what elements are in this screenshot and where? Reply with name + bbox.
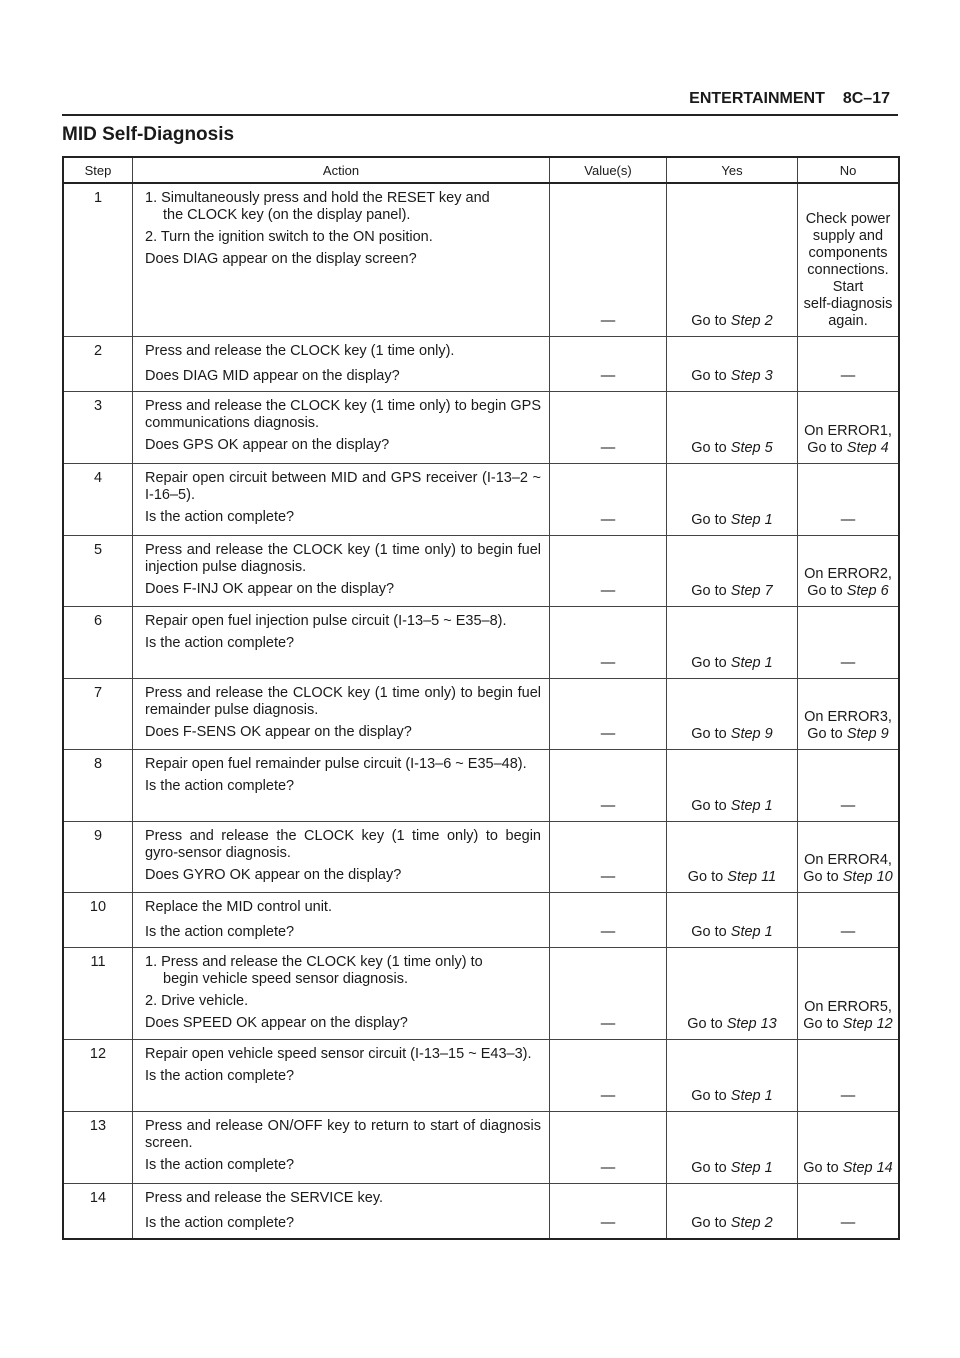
action-cell: Press and release the CLOCK key (1 time only) to begin GPS communications diagnosis. Does GPS OK appear on the display? — [133, 391, 550, 463]
action-cell: Press and release the CLOCK key (1 time only) to begin gyro-sensor diagnosis. Does GYRO OK appear on the display? — [133, 821, 550, 892]
column-header-step: Step — [63, 157, 133, 183]
action-question: Does DIAG MID appear on the display? — [145, 367, 400, 384]
action-cell: Replace the MID control unit. Is the action complete? — [133, 892, 550, 947]
yes-cell: Go to Step 9 — [667, 678, 798, 749]
step-link[interactable]: Step 4 — [846, 439, 889, 456]
table-row — [63, 391, 899, 463]
value-cell: — — [550, 821, 667, 892]
action-cell: Press and release the CLOCK key (1 time only) to begin fuel injection pulse diagnosis. Does F-INJ OK appear on the display? — [133, 535, 550, 606]
page-header — [62, 90, 898, 116]
step-link[interactable]: Step 5 — [730, 439, 773, 456]
column-header-action: Action — [133, 157, 550, 183]
step-link[interactable]: Step 9 — [730, 725, 773, 742]
yes-cell: Go to Step 11 — [667, 821, 798, 892]
yes-cell: Go to Step 7 — [667, 535, 798, 606]
table-row — [63, 892, 899, 947]
no-cell: — — [798, 336, 900, 391]
column-header-yes: Yes — [667, 157, 798, 183]
no-cell: Check power supply and components connections. Start self-diagnosis again. — [798, 183, 900, 336]
action-item-continued: the CLOCK key (on the display panel). — [163, 207, 411, 223]
step-number: 1 — [93, 190, 103, 206]
step-number: 13 — [63, 1111, 133, 1183]
yes-cell: Go to Step 1 — [667, 606, 798, 678]
step-number: 5 — [63, 535, 133, 606]
action-cell: Press and release ON/OFF key to return to start of diagnosis screen. Is the action complete? — [133, 1111, 550, 1183]
table-row — [63, 336, 899, 391]
step-number: 4 — [63, 463, 133, 535]
action-cell: Press and release the CLOCK key (1 time only). Does DIAG MID appear on the display? — [133, 336, 550, 391]
step-link[interactable]: Step 10 — [842, 868, 893, 885]
value-cell: — — [550, 749, 667, 821]
header-right — [671, 90, 890, 108]
section-name: ENTERTAINMENT — [689, 90, 825, 107]
step-link[interactable]: Step 2 — [730, 1214, 773, 1231]
value-cell: — — [550, 1183, 667, 1239]
no-cell: On ERROR5, Go to Step 12 — [798, 947, 900, 1039]
step-number: 2 — [63, 336, 133, 391]
action-cell: Press and release the CLOCK key (1 time only) to begin fuel remainder pulse diagnosis. Does F-SENS OK appear on the display? — [133, 678, 550, 749]
table-row — [63, 947, 899, 1039]
table-row — [63, 678, 899, 749]
step-number: 6 — [63, 606, 133, 678]
action-item-continued: begin vehicle speed sensor diagnosis. — [163, 970, 409, 987]
page-title: MID Self-Diagnosis — [62, 124, 235, 145]
step-link[interactable]: Step 12 — [842, 1015, 893, 1032]
value-cell: — — [550, 183, 667, 336]
table-row — [63, 606, 899, 678]
value-cell: — — [550, 678, 667, 749]
step-link[interactable]: Step 1 — [730, 1087, 773, 1104]
table-header-row — [63, 157, 899, 183]
table-row — [63, 821, 899, 892]
yes-cell: Go to Step 1 — [667, 1039, 798, 1111]
action-question: Does F-INJ OK appear on the display? — [145, 580, 395, 597]
column-header-no: No — [798, 157, 900, 183]
step-link[interactable]: Step 2 — [730, 312, 773, 329]
table-row — [63, 749, 899, 821]
action-item: 1. Simultaneously press and hold the RESET key and — [145, 190, 490, 206]
no-cell: — — [798, 606, 900, 678]
action-question: Does GPS OK appear on the display? — [145, 436, 390, 453]
step-number: 9 — [63, 821, 133, 892]
value-cell: — — [550, 336, 667, 391]
action-cell: Press and release the SERVICE key. Is the action complete? — [133, 1183, 550, 1239]
page-number: 8C–17 — [842, 90, 890, 107]
yes-cell: Go to Step 1 — [667, 463, 798, 535]
step-link[interactable]: Step 1 — [730, 797, 773, 814]
column-header-values: Value(s) — [550, 157, 667, 183]
yes-cell: Go to Step 3 — [667, 336, 798, 391]
action-cell: Repair open circuit between MID and GPS receiver (I-13–2 ~ I-16–5). Is the action complete? — [133, 463, 550, 535]
yes-cell: Go to Step 1 — [667, 892, 798, 947]
action-cell: Repair open fuel injection pulse circuit (I-13–5 ~ E35–8). Is the action complete? — [133, 606, 550, 678]
value-cell: — — [550, 947, 667, 1039]
value-cell: — — [550, 391, 667, 463]
step-link[interactable]: Step 7 — [730, 582, 773, 599]
step-link[interactable]: Step 6 — [846, 582, 889, 599]
step-number: 10 — [63, 892, 133, 947]
value-cell: — — [550, 606, 667, 678]
step-number: 3 — [63, 391, 133, 463]
yes-cell: Go to Step 2 — [667, 183, 798, 336]
step-link[interactable]: Step 13 — [726, 1015, 777, 1032]
value-cell: — — [550, 892, 667, 947]
value-cell: — — [550, 535, 667, 606]
action-question: Does DIAG appear on the display screen? — [145, 251, 417, 267]
no-cell: On ERROR2, Go to Step 6 — [798, 535, 900, 606]
step-number: 12 — [63, 1039, 133, 1111]
yes-cell: Go to Step 1 — [667, 749, 798, 821]
table-row — [63, 1039, 899, 1111]
no-cell: — — [798, 463, 900, 535]
action-cell — [133, 947, 550, 1039]
action-question: Is the action complete? — [145, 1067, 295, 1084]
step-link[interactable]: Step 11 — [727, 868, 777, 885]
step-link[interactable]: Step 1 — [730, 923, 773, 940]
table-row — [63, 463, 899, 535]
action-question: Is the action complete? — [145, 508, 295, 525]
action-question: Is the action complete? — [145, 634, 295, 651]
step-number: 7 — [63, 678, 133, 749]
action-item: 1. Press and release the CLOCK key (1 time only) to — [145, 953, 483, 970]
table-row — [63, 1111, 899, 1183]
table-row — [63, 183, 899, 336]
action-question: Does F-SENS OK appear on the display? — [145, 723, 412, 740]
action-question: Is the action complete? — [145, 923, 295, 940]
no-cell: — — [798, 1183, 900, 1239]
step-number: 11 — [63, 947, 133, 1039]
action-item: 2. Drive vehicle. — [145, 992, 249, 1009]
action-cell: Repair open fuel remainder pulse circuit (I-13–6 ~ E35–48). Is the action complete? — [133, 749, 550, 821]
action-cell — [133, 183, 550, 336]
value-cell: — — [550, 463, 667, 535]
step-number: 14 — [63, 1183, 133, 1239]
step-link[interactable]: Step 1 — [730, 1159, 773, 1176]
step-link[interactable]: Step 1 — [730, 654, 773, 671]
action-question: Does GYRO OK appear on the display? — [145, 866, 402, 883]
no-cell: — — [798, 749, 900, 821]
table-row — [63, 1183, 899, 1239]
no-cell: — — [798, 1039, 900, 1111]
step-link[interactable]: Step 14 — [842, 1159, 893, 1176]
table-row — [63, 535, 899, 606]
yes-cell: Go to Step 5 — [667, 391, 798, 463]
step-link[interactable]: Step 1 — [730, 511, 773, 528]
action-question: Is the action complete? — [145, 777, 295, 794]
action-question: Is the action complete? — [145, 1214, 295, 1231]
yes-cell: Go to Step 2 — [667, 1183, 798, 1239]
step-link[interactable]: Step 3 — [730, 367, 773, 384]
action-question: Is the action complete? — [145, 1156, 295, 1173]
action-question: Does SPEED OK appear on the display? — [145, 1014, 408, 1031]
no-cell: — — [798, 892, 900, 947]
value-cell: — — [550, 1111, 667, 1183]
diagnosis-table — [62, 156, 900, 1240]
no-cell: On ERROR3, Go to Step 9 — [798, 678, 900, 749]
step-link[interactable]: Step 9 — [846, 725, 889, 742]
no-cell: On ERROR1, Go to Step 4 — [798, 391, 900, 463]
yes-cell: Go to Step 1 — [667, 1111, 798, 1183]
value-cell: — — [550, 1039, 667, 1111]
action-item: 2. Turn the ignition switch to the ON position. — [145, 229, 433, 245]
action-cell: Repair open vehicle speed sensor circuit (I-13–15 ~ E43–3). Is the action complete? — [133, 1039, 550, 1111]
step-number: 8 — [63, 749, 133, 821]
no-cell: On ERROR4, Go to Step 10 — [798, 821, 900, 892]
yes-cell: Go to Step 13 — [667, 947, 798, 1039]
no-cell: Go to Step 14 — [798, 1111, 900, 1183]
